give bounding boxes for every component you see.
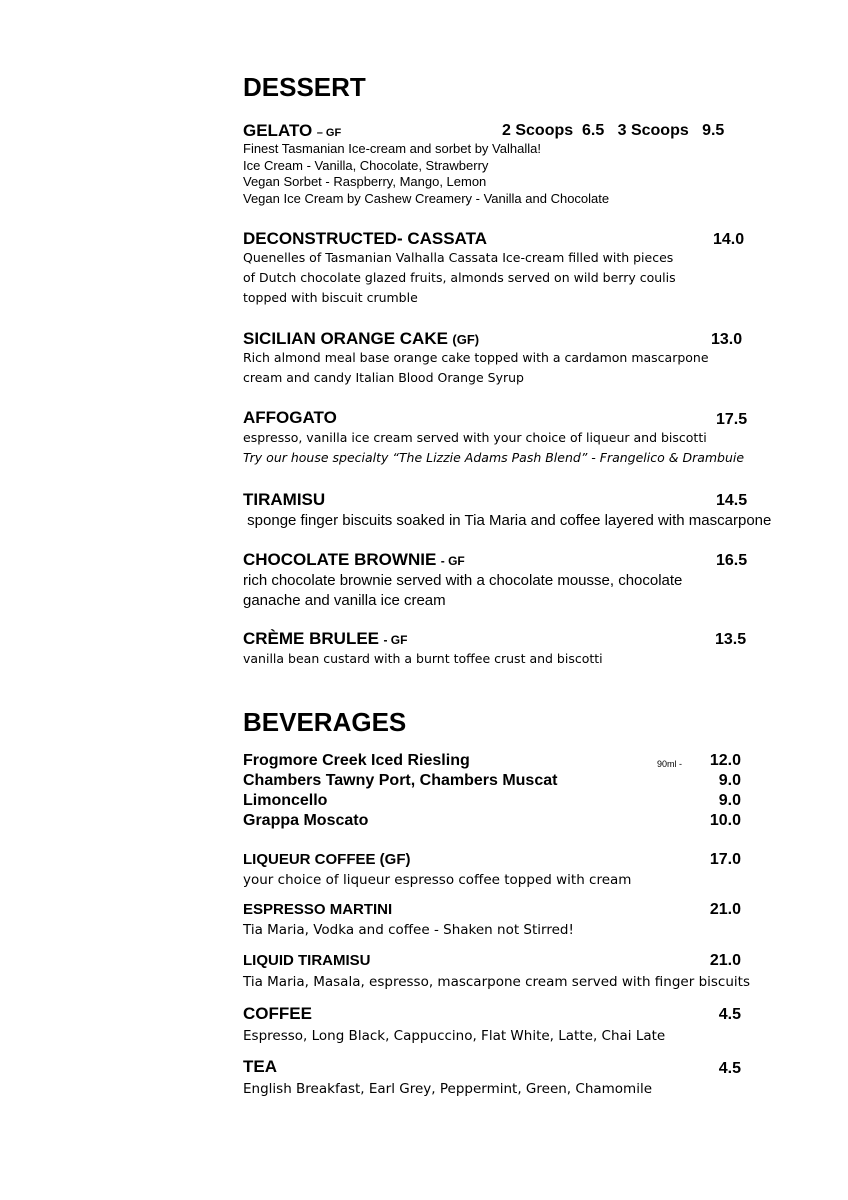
- orange-cake-line: cream and candy Italian Blood Orange Syrup: [243, 370, 524, 385]
- brownie-name: CHOCOLATE BROWNIE: [243, 550, 437, 569]
- creme-brulee-price: 13.5: [715, 631, 747, 648]
- affogato-specialty-line: Try our house specialty “The Lizzie Adams Pash Blend” - Frangelico & Drambuie: [243, 450, 745, 465]
- gelato-line: Vegan Ice Cream by Cashew Creamery - Vanilla and Chocolate: [243, 190, 610, 206]
- creme-brulee-gf: - GF: [383, 633, 408, 647]
- liquid-tiramisu-description: Tia Maria, Masala, espresso, mascarpone cream served with finger biscuits: [243, 974, 750, 990]
- gelato-line: Ice Cream - Vanilla, Chocolate, Strawberry: [243, 157, 489, 173]
- brownie-heading: [243, 550, 465, 570]
- drink-price: 9.0: [718, 772, 741, 789]
- brownie-price: 16.5: [716, 552, 748, 569]
- affogato-description: [243, 428, 744, 468]
- drink-name: Chambers Tawny Port, Chambers Muscat: [243, 772, 558, 789]
- coffee-name: COFFEE: [243, 1004, 312, 1023]
- drink-price: 9.0: [718, 792, 741, 809]
- orange-cake-name: SICILIAN ORANGE CAKE: [243, 329, 448, 348]
- liqueur-coffee-price: 17.0: [709, 851, 741, 868]
- gelato-sizes: 2 Scoops 6.5 3 Scoops 9.5: [502, 122, 725, 139]
- orange-cake-price: 13.0: [711, 331, 743, 348]
- cassata-description: [243, 248, 676, 308]
- beverages-title: BEVERAGES: [243, 707, 407, 737]
- drink-price: 10.0: [709, 812, 741, 829]
- cassata-price: 14.0: [713, 231, 745, 248]
- tea-name: TEA: [243, 1057, 277, 1076]
- brownie-line: ganache and vanilla ice cream: [243, 591, 446, 609]
- liqueur-coffee-description: your choice of liqueur espresso coffee topped with cream: [243, 872, 632, 888]
- creme-brulee-description: vanilla bean custard with a burnt toffee crust and biscotti: [243, 651, 603, 666]
- cassata-line: of Dutch chocolate glazed fruits, almonds served on wild berry coulis: [243, 270, 676, 285]
- orange-cake-description: [243, 348, 709, 388]
- brownie-description: [243, 571, 682, 610]
- dessert-title: DESSERT: [243, 72, 366, 102]
- affogato-price: 17.5: [716, 411, 748, 428]
- creme-brulee-name: CRÈME BRULEE: [243, 629, 380, 648]
- cassata-line: topped with biscuit crumble: [243, 290, 418, 305]
- orange-cake-heading: [243, 329, 479, 349]
- drink-note: 90ml -: [657, 759, 683, 769]
- creme-brulee-heading: [243, 629, 407, 649]
- gelato-line: Vegan Sorbet - Raspberry, Mango, Lemon: [243, 174, 487, 189]
- affogato-name: AFFOGATO: [243, 408, 337, 427]
- brownie-gf: - GF: [440, 554, 465, 568]
- tiramisu-name: TIRAMISU: [243, 490, 326, 509]
- tea-description: English Breakfast, Earl Grey, Peppermint, Green, Chamomile: [243, 1081, 653, 1097]
- brownie-line: rich chocolate brownie served with a chocolate mousse, chocolate: [243, 572, 683, 589]
- tea-price: 4.5: [718, 1060, 741, 1077]
- tiramisu-price: 14.5: [716, 492, 748, 509]
- drink-name: Limoncello: [243, 792, 328, 809]
- coffee-price: 4.5: [718, 1006, 741, 1023]
- gelato-name: GELATO: [243, 121, 313, 140]
- orange-cake-gf: (GF): [452, 332, 480, 347]
- gelato-heading: [243, 121, 341, 141]
- gelato-gf: – GF: [316, 127, 342, 139]
- cassata-line: Quenelles of Tasmanian Valhalla Cassata Ice-cream filled with pieces: [243, 250, 674, 265]
- gelato-description: [243, 141, 609, 207]
- gelato-line: Finest Tasmanian Ice-cream and sorbet by Valhalla!: [243, 141, 541, 156]
- tiramisu-description: sponge finger biscuits soaked in Tia Maria and coffee layered with mascarpone: [243, 512, 772, 529]
- orange-cake-line: Rich almond meal base orange cake topped with a cardamon mascarpone: [243, 350, 709, 365]
- espresso-martini-description: Tia Maria, Vodka and coffee - Shaken not Stirred!: [243, 922, 574, 938]
- affogato-line: espresso, vanilla ice cream served with your choice of liqueur and biscotti: [243, 430, 707, 445]
- drink-name: Frogmore Creek Iced Riesling: [243, 752, 470, 769]
- drink-name: Grappa Moscato: [243, 812, 369, 829]
- liqueur-coffee-name: LIQUEUR COFFEE (GF): [243, 851, 411, 868]
- liquid-tiramisu-name: LIQUID TIRAMISU: [243, 952, 371, 969]
- espresso-martini-name: ESPRESSO MARTINI: [243, 901, 393, 918]
- cassata-name: DECONSTRUCTED- CASSATA: [243, 229, 487, 248]
- liquid-tiramisu-price: 21.0: [709, 952, 741, 969]
- espresso-martini-price: 21.0: [709, 901, 741, 918]
- coffee-description: Espresso, Long Black, Cappuccino, Flat White, Latte, Chai Late: [243, 1028, 666, 1044]
- drink-price: 12.0: [709, 752, 741, 769]
